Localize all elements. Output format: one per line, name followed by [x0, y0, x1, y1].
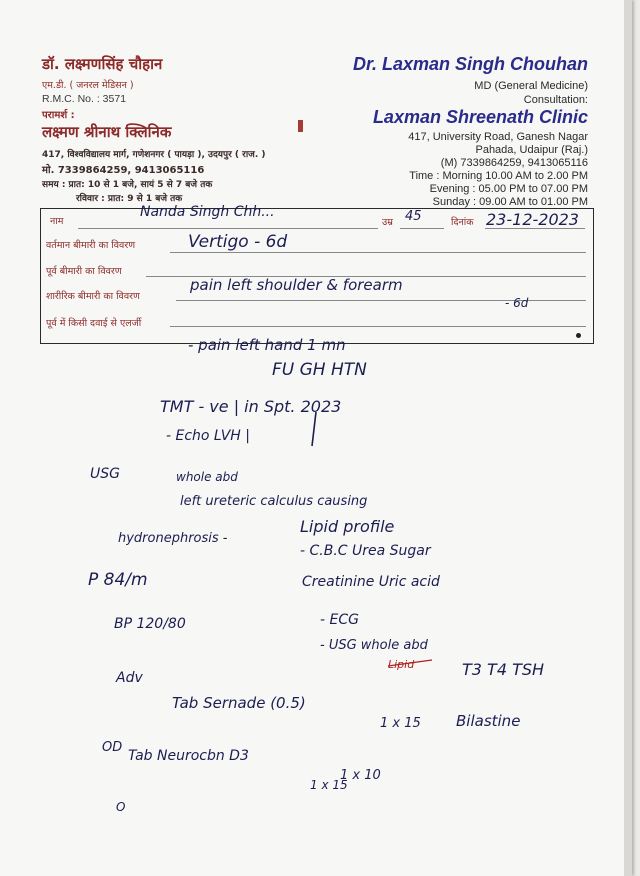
physical-illness-extra: - 6d [505, 296, 529, 310]
note-dose-2: 1 x 10 [340, 768, 381, 783]
note-bp: BP 120/80 [114, 616, 186, 632]
note-ureteric-calculus: left ureteric calculus causing [180, 494, 368, 509]
echo-divider-stroke [312, 412, 316, 446]
note-dose-3: 1 x 15 [310, 778, 348, 792]
note-bilastine: Bilastine [456, 712, 521, 730]
note-pulse: P 84/m [88, 570, 148, 590]
phone-english: (M) 7339864259, 9413065116 [440, 157, 588, 169]
name-label: नाम [50, 216, 64, 227]
date-label: दिनांक [451, 217, 474, 228]
consultation-english: Consultation: [523, 94, 588, 106]
past-illness-label: पूर्व बीमारी का विवरण [46, 266, 122, 277]
note-lipid-profile: Lipid profile [300, 517, 395, 536]
address-hindi: 417, विश्वविद्यालय मार्ग, गणेशनगर ( पायड़ा ), उदयपुर ( राज. ) [42, 150, 266, 160]
time-sunday: Sunday : 09.00 AM to 01.00 PM [432, 196, 588, 208]
note-creatinine: Creatinine Uric acid [302, 574, 440, 590]
note-cbc-urea: - C.B.C Urea Sugar [300, 543, 431, 559]
note-od: OD [102, 740, 123, 755]
address-line1-english: 417, University Road, Ganesh Nagar [408, 131, 588, 143]
note-t3t4tsh: T3 T4 TSH [462, 660, 545, 679]
note-adv: Adv [116, 670, 143, 686]
doctor-name-english: Dr. Laxman Singh Chouhan [352, 54, 588, 74]
physical-illness-label: शारीरिक बीमारी का विवरण [46, 291, 140, 302]
note-whole-abd: whole abd [176, 470, 238, 484]
lipid-strike-stroke [388, 660, 432, 666]
note-ecg: - ECG [320, 612, 359, 628]
time-morning: Time : Morning 10.00 AM to 2.00 PM [409, 170, 588, 182]
date-value: 23-12-2023 [486, 210, 579, 229]
note-echo: - Echo LVH | [166, 428, 250, 444]
doctor-name-hindi: डॉ. लक्ष्मणसिंह चौहान [42, 55, 163, 73]
clinic-name-english: Laxman Shreenath Clinic [372, 107, 588, 127]
age-label: उम्र [382, 217, 393, 228]
address-line2-english: Pahada, Udaipur (Raj.) [475, 144, 588, 156]
note-o: O [116, 800, 126, 814]
time-evening: Evening : 05.00 PM to 07.00 PM [429, 183, 588, 195]
note-hydronephrosis: hydronephrosis - [118, 531, 228, 546]
note-dose-1: 1 x 15 [380, 716, 421, 731]
consultation-hindi: परामर्श : [42, 110, 75, 121]
note-pain-left-hand: - pain left hand 1 mn [188, 336, 346, 354]
phone-hindi: मो. 7339864259, 9413065116 [42, 165, 205, 176]
note-usg-whole: - USG whole abd [320, 638, 428, 653]
timing-hindi: समय : प्रात: 10 से 1 बजे, सायं 5 से 7 बजे तक [42, 180, 213, 190]
current-illness-label: वर्तमान बीमारी का विवरण [46, 240, 136, 251]
age-value: 45 [405, 209, 422, 224]
note-fu-htn: FU GH HTN [272, 360, 367, 380]
allergy-label: पूर्व में किसी दवाई से एलर्जी [46, 318, 142, 329]
patient-name-value: Nanda Singh Chh... [140, 204, 275, 220]
degree-english: MD (General Medicine) [474, 80, 588, 92]
clinic-name-hindi: लक्ष्मण श्रीनाथ क्लिनिक [42, 123, 172, 141]
note-usg: USG [90, 466, 120, 482]
note-lipid: Lipid [388, 658, 415, 671]
physical-illness-value: pain left shoulder & forearm [190, 276, 403, 294]
note-tab-sernade: Tab Sernade (0.5) [172, 694, 306, 712]
current-illness-value: Vertigo - 6d [188, 232, 288, 252]
sunday-hindi: रविवार : प्रात: 9 से 1 बजे तक [76, 194, 183, 204]
degree-hindi: एम.डी. ( जनरल मेडिसन ) [42, 80, 134, 91]
note-tab-neurocbn: Tab Neurocbn D3 [128, 748, 249, 764]
note-tmt: TMT - ve | in Spt. 2023 [160, 397, 342, 416]
rmc-number: R.M.C. No. : 3571 [42, 93, 127, 105]
